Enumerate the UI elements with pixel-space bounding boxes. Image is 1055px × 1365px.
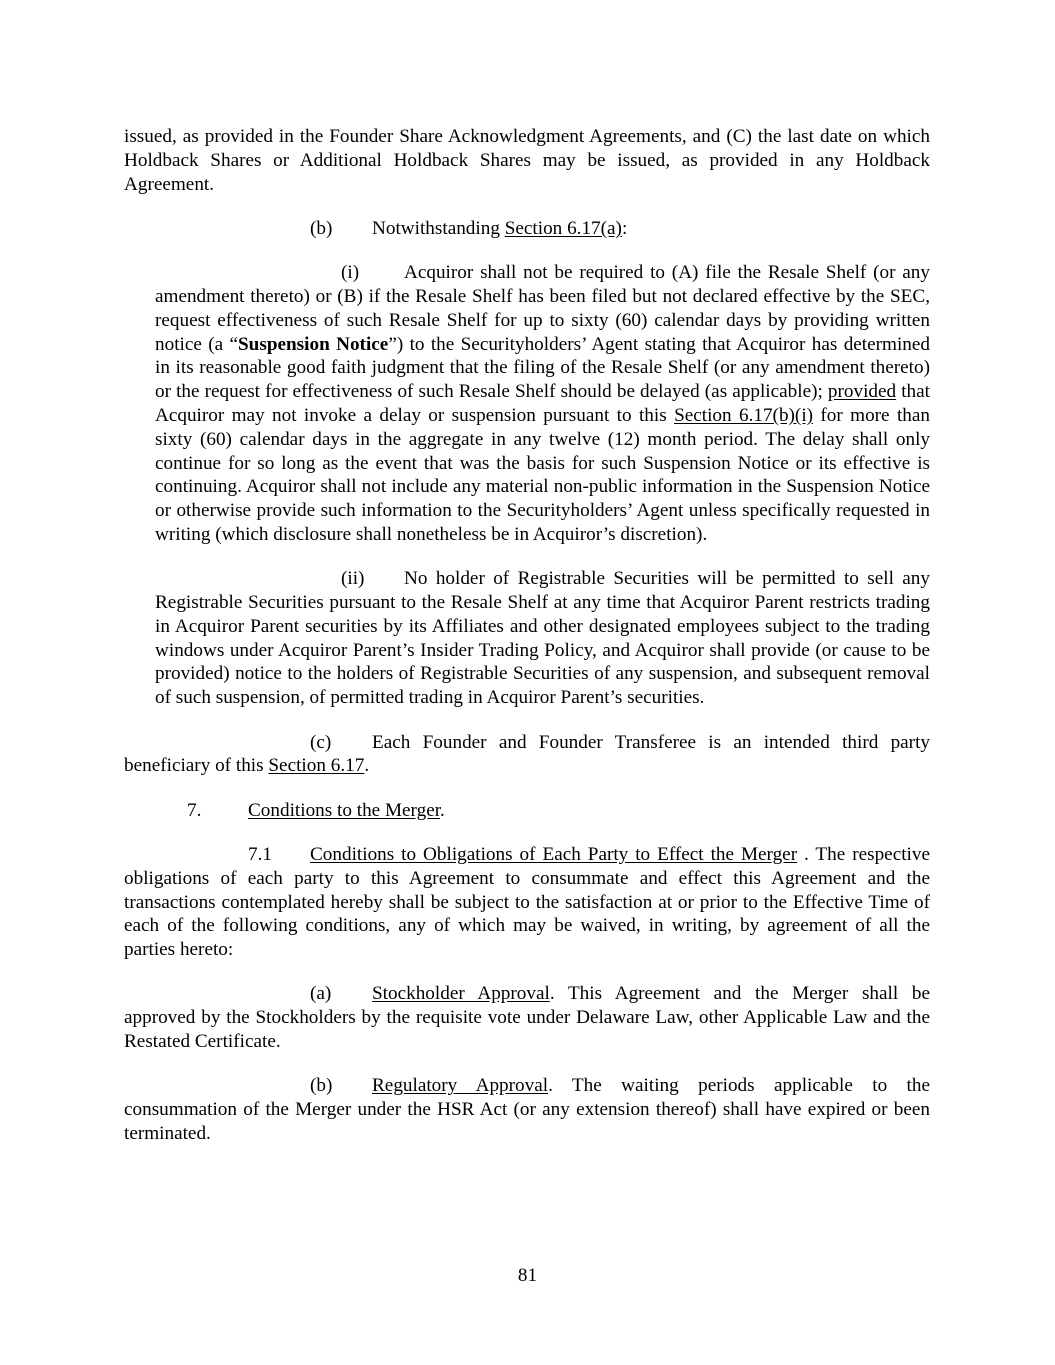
section-title: Stockholder Approval [372, 983, 550, 1005]
paragraph-section-b-ii [155, 567, 930, 710]
clause-text: Each Founder and Founder Transferee is an intended third party beneficiary of this [124, 731, 930, 777]
clause-text: that Acquiror may not invoke a delay or suspension pursuant to this [155, 381, 930, 426]
clause-text: . The waiting periods applicable to the consummation of the Merger under the HSR Act (or any extension thereof) shall have expired or been terminated. [124, 1075, 930, 1144]
paragraph-section-b-i [155, 261, 930, 547]
section-b-tail: : [621, 217, 628, 239]
paragraph-section-7-1-a [124, 982, 930, 1053]
article-7-heading [124, 799, 930, 823]
clause-text: for more than sixty (60) calendar days in the aggregate in any twelve (12) month period. The delay shall only continue for so long as the event that was the basis for such Suspension Notice or its effective is continuing. Acquiror shall not include any material non-public information in the Suspension Notice or otherwise provide such information to the Securityholders’ Agent unless specifically requested in writing (which disclosure shall nonetheless be in Acquiror’s discretion). [155, 404, 930, 545]
cross-reference-6-17a: Section 6.17(a) [504, 217, 622, 239]
paragraph-section-b [124, 217, 930, 241]
section-title: Regulatory Approval [372, 1075, 549, 1097]
article-tail: . [440, 799, 445, 821]
article-title: Conditions to the Merger [248, 799, 441, 821]
section-b-lead: Notwithstanding [372, 217, 505, 239]
section-number: (ii) [341, 568, 365, 590]
proviso-provided: provided [827, 381, 897, 403]
clause-text: No holder of Registrable Securities will be permitted to sell any Registrable Securities pursuant to the Resale Shelf at any time that Acquiror Parent restricts trading in Acquiror Parent securities by its Affiliates and other designated employees subject to the trading windows under Acquiror Parent’s Insider Trading Policy, and Acquiror shall provide (or cause to be provided) notice to the holders of Registrable Securities of any suspension, and subsequent removal of such suspension, of permitted trading in Acquiror Parent’s securities. [155, 568, 930, 709]
section-number: (b) [310, 1075, 333, 1097]
clause-tail: . [364, 755, 370, 777]
section-title: Conditions to Obligations of Each Party to Effect the Merger [310, 843, 798, 865]
section-number: (b) [310, 217, 333, 239]
section-number: (i) [341, 262, 360, 284]
article-number: 7. [187, 799, 202, 821]
section-number: (c) [310, 731, 332, 753]
paragraph-continuation: issued, as provided in the Founder Share Acknowledgment Agreements, and (C) the last date on which Holdback Shares or Additional Holdback Shares may be issued, as provided in any Holdback Agreement. [124, 126, 930, 195]
page-number: 81 [517, 1265, 538, 1286]
clause-text: ”) to the Securityholders’ Agent stating that Acquiror has determined in its reasonable good faith judgment that the filing of the Resale Shelf (or any amendment thereto) or the request for effectiveness of such Resale Shelf should be delayed (as applicable); [155, 333, 930, 403]
cross-reference-6-17bi: Section 6.17(b)(i) [674, 404, 814, 426]
paragraph-section-7-1-b [124, 1074, 930, 1145]
clause-text: Acquiror shall not be required to (A) file the Resale Shelf (or any amendment thereto) or (B) if the Resale Shelf has been filed but not declared effective by the SEC, request effectiveness of such Resale Shelf for up to sixty (60) calendar days by providing written notice (a “ [155, 262, 930, 355]
paragraph-section-c [124, 731, 930, 779]
clause-text: . This Agreement and the Merger shall be approved by the Stockholders by the requisite vote under Delaware Law, other Applicable Law and the Restated Certificate. [124, 983, 930, 1052]
section-number: (a) [310, 983, 332, 1005]
section-number: 7.1 [248, 843, 272, 865]
defined-term-suspension-notice: Suspension Notice [238, 333, 389, 355]
document-page [124, 125, 930, 1146]
paragraph-section-7-1 [124, 843, 930, 962]
cross-reference-6-17: Section 6.17 [268, 755, 365, 777]
clause-text: . The respective obligations of each party to this Agreement to consummate and effect this Agreement and the transactions contemplated hereby shall be subject to the satisfaction at or prior to the Effective Time of each of the following conditions, any of which may be waived, in writing, by agreement of all the parties hereto: [124, 843, 930, 961]
